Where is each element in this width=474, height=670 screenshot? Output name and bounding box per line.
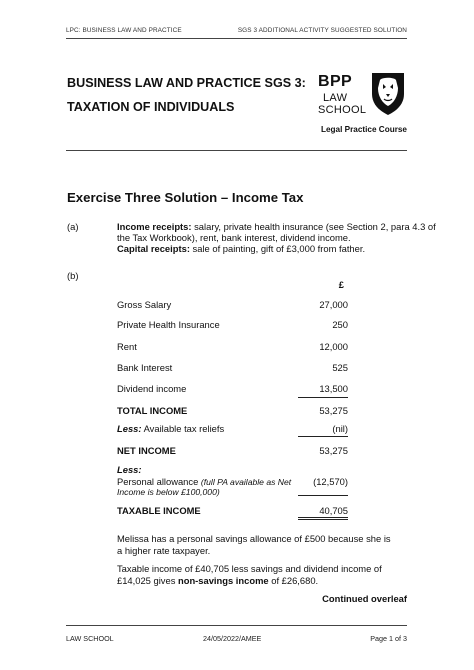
income-receipts-label: Income receipts:: [117, 221, 192, 232]
pa-underline: [298, 495, 348, 496]
running-header-left: LPC: BUSINESS LAW AND PRACTICE: [66, 27, 182, 34]
pa-note1: (full PA available as Net: [200, 477, 292, 487]
gross-salary-value: 27,000: [319, 299, 348, 310]
paragraph2-text-a: £14,025 gives: [117, 575, 178, 586]
lion-shield-icon: [368, 70, 408, 116]
part-a-capital-line: [117, 243, 365, 254]
logo-brand: BPP: [318, 73, 353, 90]
paragraph2-line1: Taxable income of £40,705 less savings and dividend income of: [117, 563, 382, 574]
bank-interest-value: 525: [332, 362, 348, 373]
document-title-line1: BUSINESS LAW AND PRACTICE SGS 3:: [67, 76, 306, 90]
paragraph1-line2: a higher rate taxpayer.: [117, 545, 211, 556]
bank-interest-label: Bank Interest: [117, 362, 173, 373]
part-a-income-line1: [117, 221, 436, 232]
pa-label: Personal allowance: [117, 476, 201, 487]
rent-value: 12,000: [319, 341, 348, 352]
net-income-label: NET INCOME: [117, 445, 176, 456]
gross-salary-label: Gross Salary: [117, 299, 172, 310]
phi-value: 250: [332, 319, 348, 330]
taxable-double-underline-top: [298, 517, 348, 518]
dividend-value: 13,500: [319, 383, 348, 394]
footer-rule: [66, 625, 407, 626]
pa-value: (12,570): [313, 476, 348, 487]
currency-header: £: [338, 279, 344, 290]
part-b-label: (b): [67, 270, 79, 281]
reliefs-line: [117, 423, 224, 434]
exercise-heading: Exercise Three Solution – Income Tax: [67, 190, 304, 205]
net-income-value: 53,275: [319, 445, 348, 456]
header-rule: [66, 38, 407, 39]
dividend-label: Dividend income: [117, 383, 187, 394]
total-income-value: 53,275: [319, 405, 348, 416]
footer-page-number: Page 1 of 3: [370, 634, 407, 643]
pa-line1: [117, 476, 291, 487]
total-income-label: TOTAL INCOME: [117, 405, 188, 416]
reliefs-underline: [298, 436, 348, 437]
taxable-income-value: 40,705: [319, 505, 348, 516]
paragraph2-line2: [117, 575, 318, 586]
pa-note2: Income is below £100,000): [117, 487, 220, 497]
subtotal-underline: [298, 397, 348, 398]
title-rule: [66, 150, 407, 151]
part-a-label: (a): [67, 221, 79, 232]
reliefs-label: Available tax reliefs: [141, 423, 225, 434]
rent-label: Rent: [117, 341, 137, 352]
continued-overleaf: Continued overleaf: [322, 593, 407, 604]
course-name: Legal Practice Course: [320, 125, 407, 134]
capital-receipts-text: sale of painting, gift of £3,000 from father.: [189, 243, 366, 254]
taxable-double-underline-bottom: [298, 519, 348, 520]
footer-center: 24/05/2022/AMEE: [203, 634, 262, 643]
non-savings-income-label: non-savings income: [177, 575, 269, 586]
document-title-line2: TAXATION OF INDIVIDUALS: [67, 100, 235, 114]
footer-left: LAW SCHOOL: [66, 634, 114, 643]
reliefs-less-label: Less:: [117, 423, 142, 434]
logo-law: LAW: [323, 92, 348, 104]
part-a-income-line2: the Tax Workbook), rent, bank interest, dividend income.: [117, 232, 351, 243]
paragraph1-line1: Melissa has a personal savings allowance of £500 because she is: [117, 533, 391, 544]
reliefs-value: (nil): [332, 423, 348, 434]
less-label: Less:: [117, 464, 142, 475]
logo-school: SCHOOL: [318, 104, 367, 116]
taxable-income-label: TAXABLE INCOME: [117, 505, 201, 516]
running-header-right: SGS 3 ADDITIONAL ACTIVITY SUGGESTED SOLUTION: [237, 27, 407, 34]
income-receipts-text: salary, private health insurance (see Section 2, para 4.3 of: [191, 221, 436, 232]
phi-label: Private Health Insurance: [117, 319, 220, 330]
capital-receipts-label: Capital receipts:: [117, 243, 190, 254]
paragraph2-text-c: of £26,680.: [268, 575, 319, 586]
